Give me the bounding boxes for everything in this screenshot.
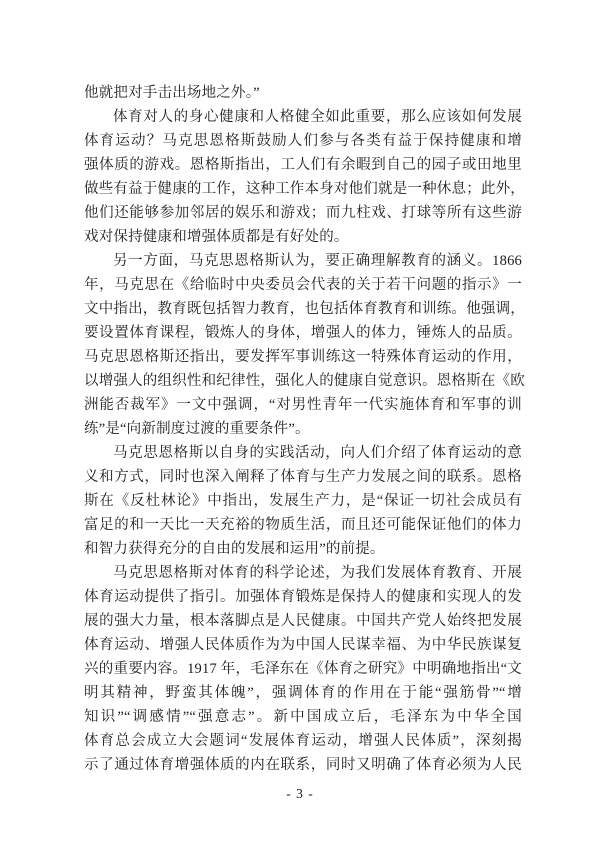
text-line: 示了通过体育增强体质的内在联系，同时又明确了体育必须为人民 (84, 757, 522, 773)
text-line: 他就把对手击出场地之外。” (84, 85, 260, 101)
text-line: 另一方面，马克思恩格斯认为，要正确理解教育的涵义。1866 (113, 253, 522, 269)
text-line: 知识”“调感情”“强意志”。新中国成立后，毛泽东为中华全国 (84, 709, 522, 725)
text-line: 富足的和一天比一天充裕的物质生活，而且还可能保证他们的体力 (84, 517, 522, 533)
text-line: 以增强人的组织性和纪律性，强化人的健康自觉意识。恩格斯在《欧 (84, 373, 525, 389)
text-line: 体育对人的身心健康和人格健全如此重要，那么应该如何发展 (113, 109, 522, 125)
text-line: 义和方式，同时也深入阐释了体育与生产力发展之间的联系。恩格 (84, 469, 522, 485)
document-text-block (84, 81, 525, 777)
text-line: 和智力获得充分的自由的发展和运用”的前提。 (84, 541, 385, 557)
text-line: 戏对保持健康和增强体质都是有好处的。 (84, 229, 349, 245)
text-line: 强体质的游戏。恩格斯指出，工人们有余暇到自己的园子或田地里 (84, 157, 522, 173)
text-line: 兴的重要内容。1917 年，毛泽东在《体育之研究》中明确地指出“文 (84, 661, 522, 677)
text-line: 洲能否裁军》一文中强调，“对男性青年一代实施体育和军事的训 (84, 397, 522, 413)
text-line: 体育总会成立大会题词“发展体育运动，增强人民体质”，深刻揭 (84, 733, 522, 749)
text-line: 体育运动、增强人民体质作为为中国人民谋幸福、为中华民族谋复 (84, 637, 522, 653)
text-line: 马克思恩格斯以自身的实践活动，向人们介绍了体育运动的意 (113, 445, 522, 461)
page-number: - 3 - (286, 786, 314, 801)
text-line: 体育运动？马克思恩格斯鼓励人们参与各类有益于保持健康和增 (84, 133, 522, 149)
text-line: 年，马克思在《给临时中央委员会代表的关于若干问题的指示》一 (84, 277, 522, 293)
text-line: 斯在《反杜林论》中指出，发展生产力，是“保证一切社会成员有 (84, 493, 522, 509)
text-line: 明其精神，野蛮其体魄”，强调体育的作用在于能“强筋骨”“增 (84, 685, 522, 701)
text-line: 做些有益于健康的工作，这种工作本身对他们就是一种休息；此外， (84, 181, 525, 197)
text-line: 马克思恩格斯还指出，要发挥军事训练这一特殊体育运动的作用， (84, 349, 522, 365)
text-line: 文中指出，教育既包括智力教育，也包括体育教育和训练。他强调， (84, 301, 525, 317)
text-line: 马克思恩格斯对体育的科学论述，为我们发展体育教育、开展 (113, 565, 522, 581)
text-line: 体育运动提供了指引。加强体育锻炼是保持人的健康和实现人的发 (84, 589, 522, 605)
text-line: 要设置体育课程，锻炼人的身体，增强人的体力，锤炼人的品质。 (84, 325, 522, 341)
text-line: 他们还能够参加邻居的娱乐和游戏；而九柱戏、打球等所有这些游 (84, 205, 522, 221)
text-line: 展的强大力量，根本落脚点是人民健康。中国共产党人始终把发展 (84, 613, 522, 629)
text-line: 练”是“向新制度过渡的重要条件”。 (84, 421, 310, 437)
